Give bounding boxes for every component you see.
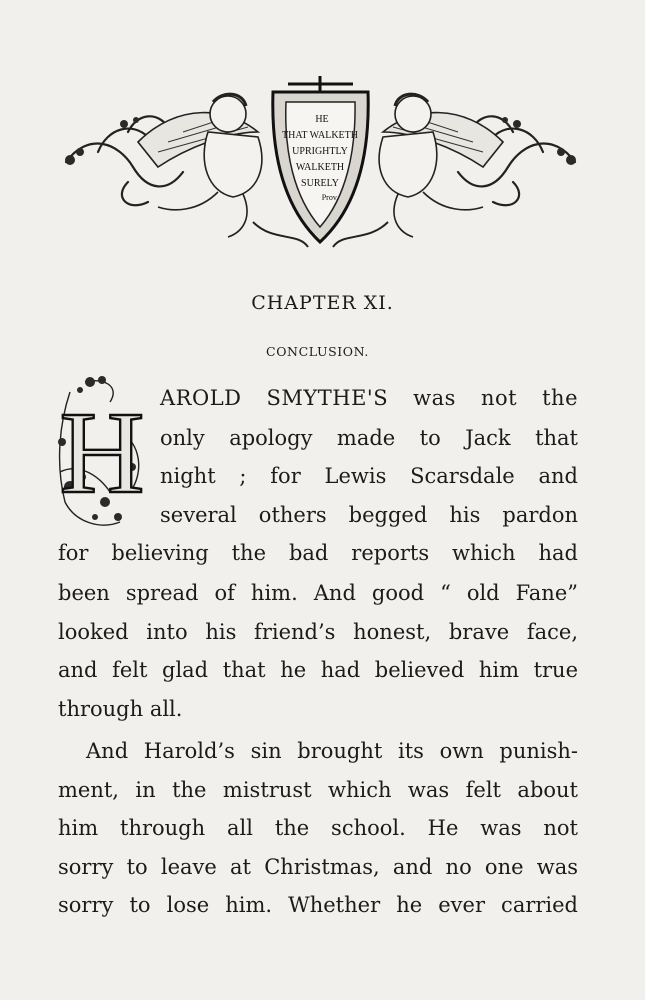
motto-line: WALKETH — [295, 162, 345, 173]
text-line: through all. — [58, 697, 183, 721]
text-line: and felt glad that he had believed him true — [58, 658, 578, 682]
text-line: AROLD SMYTHE'S was not the — [160, 386, 578, 410]
text-line: night ; for Lewis Scarsdale and — [160, 464, 578, 488]
text-line: for believing the bad reports which had — [58, 541, 578, 565]
text-line: looked into his friend’s honest, brave face, — [58, 620, 578, 644]
chapter-subtitle: CONCLUSION. — [266, 344, 369, 359]
text-line: sorry to lose him. Whether he ever carried — [58, 893, 578, 917]
motto-line: THAT WALKETH — [281, 130, 359, 141]
text-line: him through all the school. He was not — [58, 816, 578, 840]
motto-line: Prov. — [321, 193, 339, 202]
text-line: several others begged his pardon — [160, 503, 578, 527]
text-line: ment, in the mistrust which was felt about — [58, 778, 578, 802]
motto-line: HE — [315, 114, 329, 125]
motto-line: SURELY — [301, 178, 339, 189]
text-line: only apology made to Jack that — [160, 426, 578, 450]
text-line: been spread of him. And good “ old Fane” — [58, 581, 578, 605]
dropcap-letter: H — [59, 387, 145, 518]
motto-line: UPRIGHTLY — [292, 146, 348, 157]
chapter-title: CHAPTER XI. — [251, 292, 394, 314]
decorated-dropcap — [50, 372, 154, 534]
cherub-shield-ornament — [58, 72, 583, 252]
text-line: sorry to leave at Christmas, and no one was — [58, 855, 578, 879]
text-line: And Harold’s sin brought its own punish- — [86, 739, 578, 763]
